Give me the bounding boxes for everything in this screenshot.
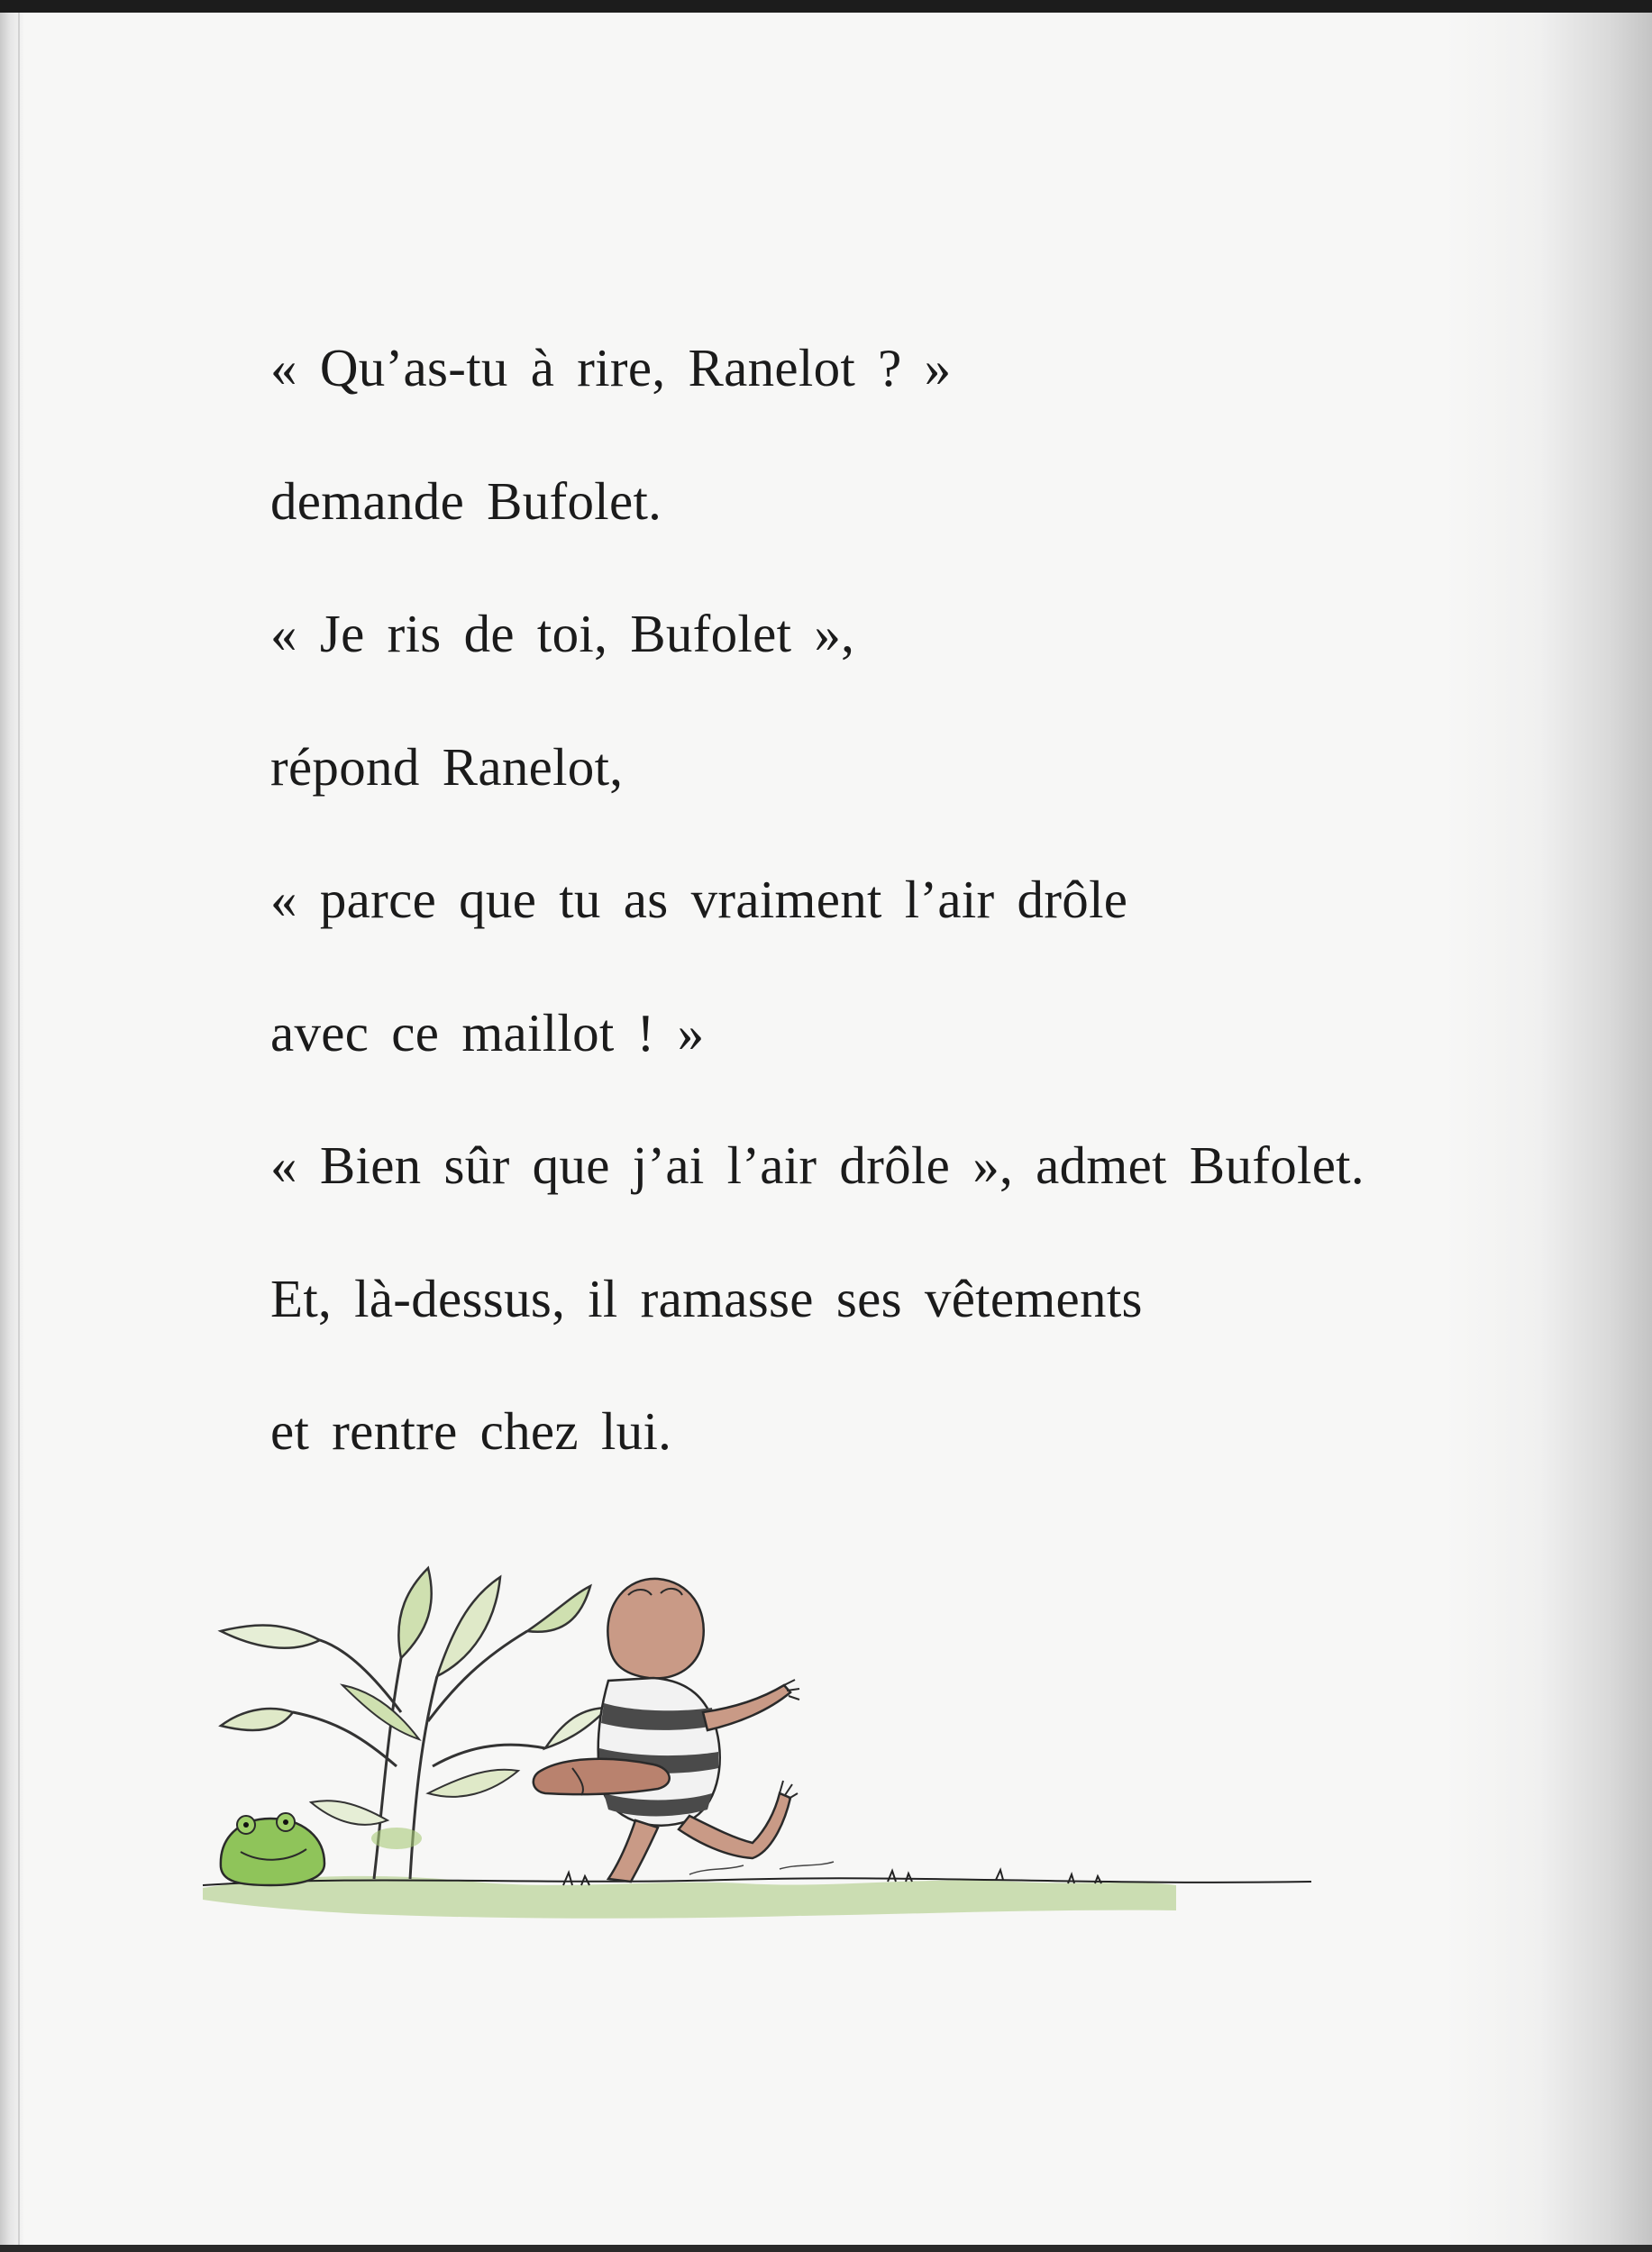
story-line: avec ce maillot ! » [270, 1002, 705, 1062]
scan-top-edge [0, 0, 1652, 13]
story-line: « Bien sûr que j’ai l’air drôle », admet Bufolet. [270, 1135, 1364, 1195]
story-line: « Qu’as-tu à rire, Ranelot ? » [270, 338, 952, 397]
story-line: répond Ranelot, [270, 736, 624, 797]
story-text [270, 326, 1532, 1523]
story-line: et rentre chez lui. [270, 1401, 672, 1461]
grass-ground [203, 1862, 1311, 1919]
scan-bottom-edge [0, 2245, 1652, 2252]
story-line: Et, là-dessus, il ramasse ses vêtements [270, 1268, 1143, 1328]
page-left-edge [0, 13, 23, 2245]
story-line: « Je ris de toi, Bufolet », [270, 604, 855, 663]
illustration-toad-and-frog [185, 1532, 1338, 1947]
story-line: « parce que tu as vraiment l’air drôle [270, 870, 1128, 929]
frog-peeking [221, 1813, 324, 1885]
story-line: demande Bufolet. [270, 470, 662, 531]
